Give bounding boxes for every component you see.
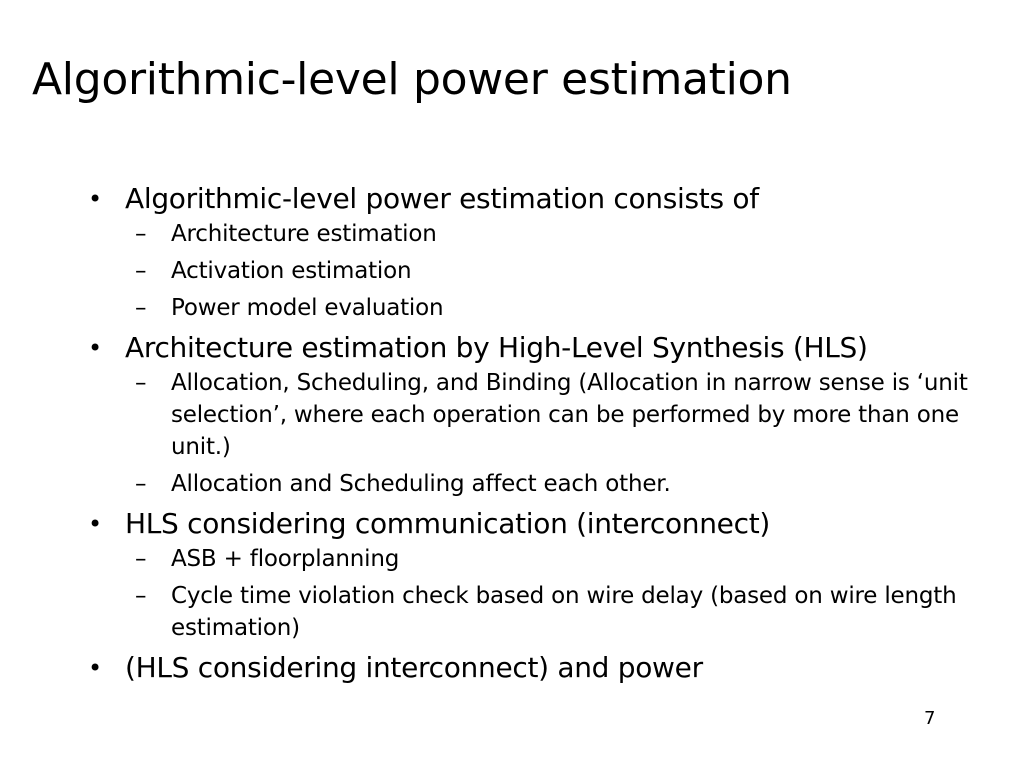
bullet-item — [88, 180, 1013, 218]
dash-marker: – — [135, 471, 147, 497]
dash-marker: – — [135, 546, 147, 572]
bullet-text: (HLS considering interconnect) and power — [125, 651, 703, 684]
sub-bullet-item — [135, 367, 1013, 463]
bullet-marker: • — [88, 185, 102, 213]
bullet-text: Architecture estimation by High-Level Synthesis (HLS) — [125, 331, 868, 364]
slide-title: Algorithmic-level power estimation — [32, 54, 792, 105]
sub-bullet-text: Power model evaluation — [171, 295, 444, 321]
sub-bullet-text: Allocation, Scheduling, and Binding (Allocation in narrow sense is ‘unit selection’, where each operation can be performed by more than one unit.) — [171, 370, 968, 460]
sub-bullet-item — [135, 543, 1013, 575]
sub-bullet-item — [135, 580, 1013, 644]
dash-marker: – — [135, 258, 147, 284]
sub-bullet-item — [135, 255, 1013, 287]
sub-bullet-item — [135, 468, 1013, 500]
bullet-item — [88, 329, 1013, 367]
sub-bullet-item — [135, 292, 1013, 324]
bullet-item — [88, 649, 1013, 687]
bullet-marker: • — [88, 654, 102, 682]
bullet-marker: • — [88, 510, 102, 538]
sub-bullet-text: Architecture estimation — [171, 221, 437, 247]
page-number: 7 — [924, 708, 936, 729]
bullet-marker: • — [88, 334, 102, 362]
bullet-list — [88, 180, 1013, 687]
dash-marker: – — [135, 370, 147, 396]
dash-marker: – — [135, 583, 147, 609]
dash-marker: – — [135, 221, 147, 247]
bullet-text: HLS considering communication (interconnect) — [125, 507, 771, 540]
sub-bullet-text: Activation estimation — [171, 258, 412, 284]
sub-bullet-item — [135, 218, 1013, 250]
sub-bullet-text: Allocation and Scheduling affect each other. — [171, 471, 671, 497]
dash-marker: – — [135, 295, 147, 321]
sub-bullet-text: ASB + floorplanning — [171, 546, 400, 572]
sub-bullet-list — [135, 543, 1013, 644]
sub-bullet-text: Cycle time violation check based on wire delay (based on wire length estimation) — [171, 583, 957, 641]
sub-bullet-list — [135, 367, 1013, 500]
bullet-item — [88, 505, 1013, 543]
bullet-text: Algorithmic-level power estimation consists of — [125, 182, 759, 215]
sub-bullet-list — [135, 218, 1013, 324]
